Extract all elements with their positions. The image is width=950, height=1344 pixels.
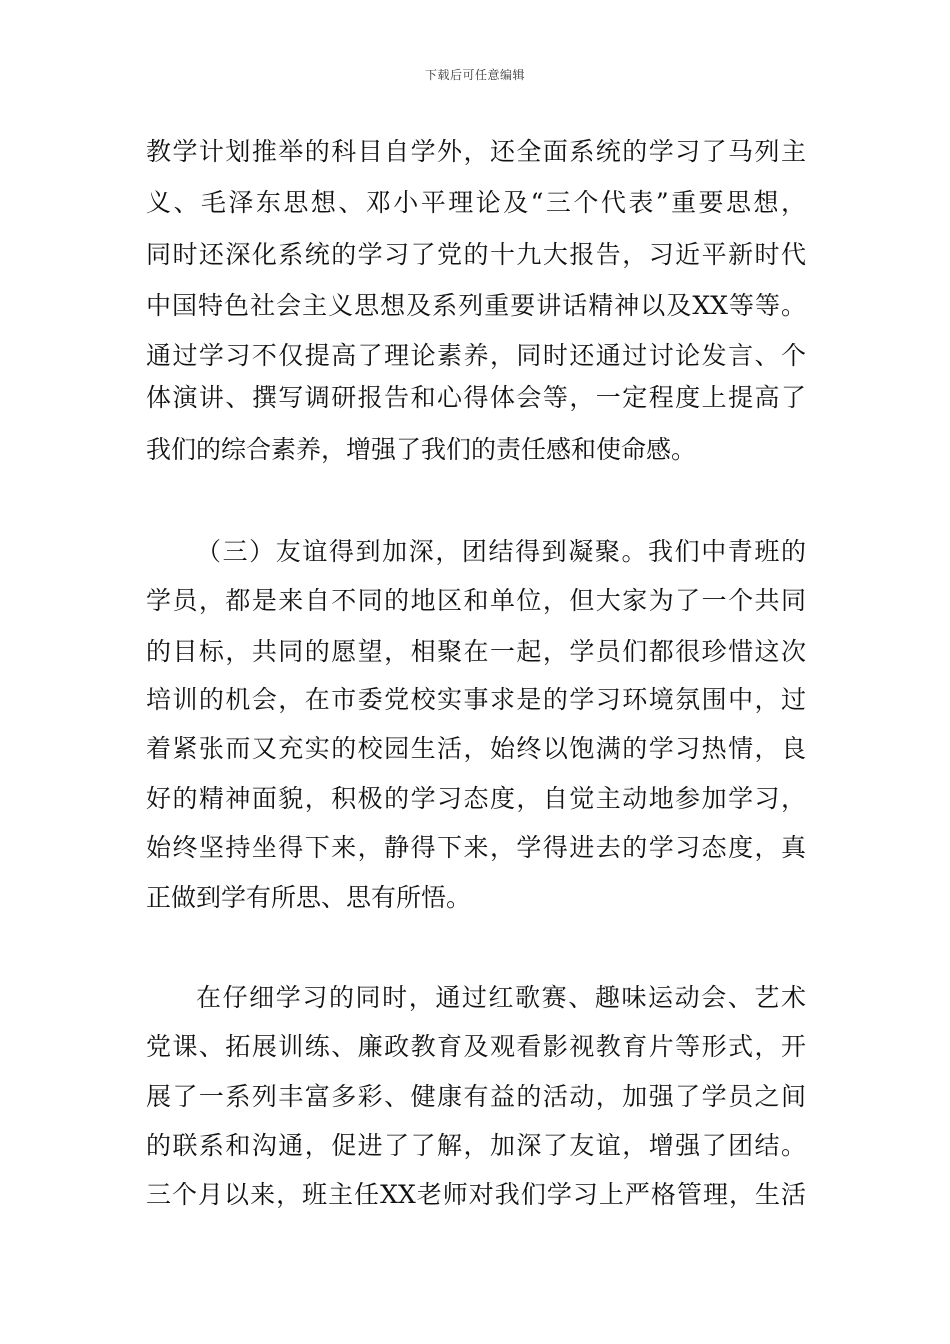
paragraph-3-line-5: 三个月以来，班主任XX老师对我们学习上严格管理，生活: [146, 1180, 806, 1209]
paragraph-2-line-5: 着紧张而又充实的校园生活，始终以饱满的学习热情，良: [146, 734, 806, 763]
paragraph-2-line-4: 培训的机会，在市委党校实事求是的学习环境氛围中，过: [146, 685, 806, 714]
paragraph-2-line-3: 的目标，共同的愿望，相聚在一起，学员们都很珍惜这次: [146, 637, 806, 666]
paragraph-2-line-6: 好的精神面貌，积极的学习态度，自觉主动地参加学习，: [146, 784, 806, 813]
paragraph-1-line-3: 同时还深化系统的学习了党的十九大报告，习近平新时代: [146, 240, 806, 269]
paragraph-2-line-1: （三）友谊得到加深，团结得到凝聚。我们中青班的: [196, 537, 806, 566]
paragraph-1-line-1: 教学计划推举的科目自学外，还全面系统的学习了马列主: [146, 137, 806, 166]
paragraph-1-line-7: 我们的综合素养，增强了我们的责任感和使命感。: [146, 435, 697, 464]
paragraph-3-line-3: 展了一系列丰富多彩、健康有益的活动，加强了学员之间: [146, 1082, 806, 1111]
page-header: 下载后可任意编辑: [424, 68, 525, 82]
paragraph-1-line-4: 中国特色社会主义思想及系列重要讲话精神以及XX等等。: [146, 291, 806, 320]
paragraph-1-line-2: 义、毛泽东思想、邓小平理论及“三个代表”重要思想，: [146, 188, 806, 217]
paragraph-1-line-5: 通过学习不仅提高了理论素养，同时还通过讨论发言、个: [146, 341, 806, 370]
paragraph-2-line-7: 始终坚持坐得下来，静得下来，学得进去的学习态度，真: [146, 833, 806, 862]
paragraph-3-line-1: 在仔细学习的同时，通过红歌赛、趣味运动会、艺术: [196, 983, 806, 1012]
paragraph-1-line-6: 体演讲、撰写调研报告和心得体会等，一定程度上提高了: [146, 383, 806, 412]
paragraph-3-line-2: 党课、拓展训练、廉政教育及观看影视教育片等形式，开: [146, 1032, 806, 1061]
paragraph-2-line-8: 正做到学有所思、思有所悟。: [146, 883, 472, 912]
paragraph-3-line-4: 的联系和沟通，促进了了解，加深了友谊，增强了团结。: [146, 1131, 806, 1160]
paragraph-2-line-2: 学员，都是来自不同的地区和单位，但大家为了一个共同: [146, 586, 806, 615]
